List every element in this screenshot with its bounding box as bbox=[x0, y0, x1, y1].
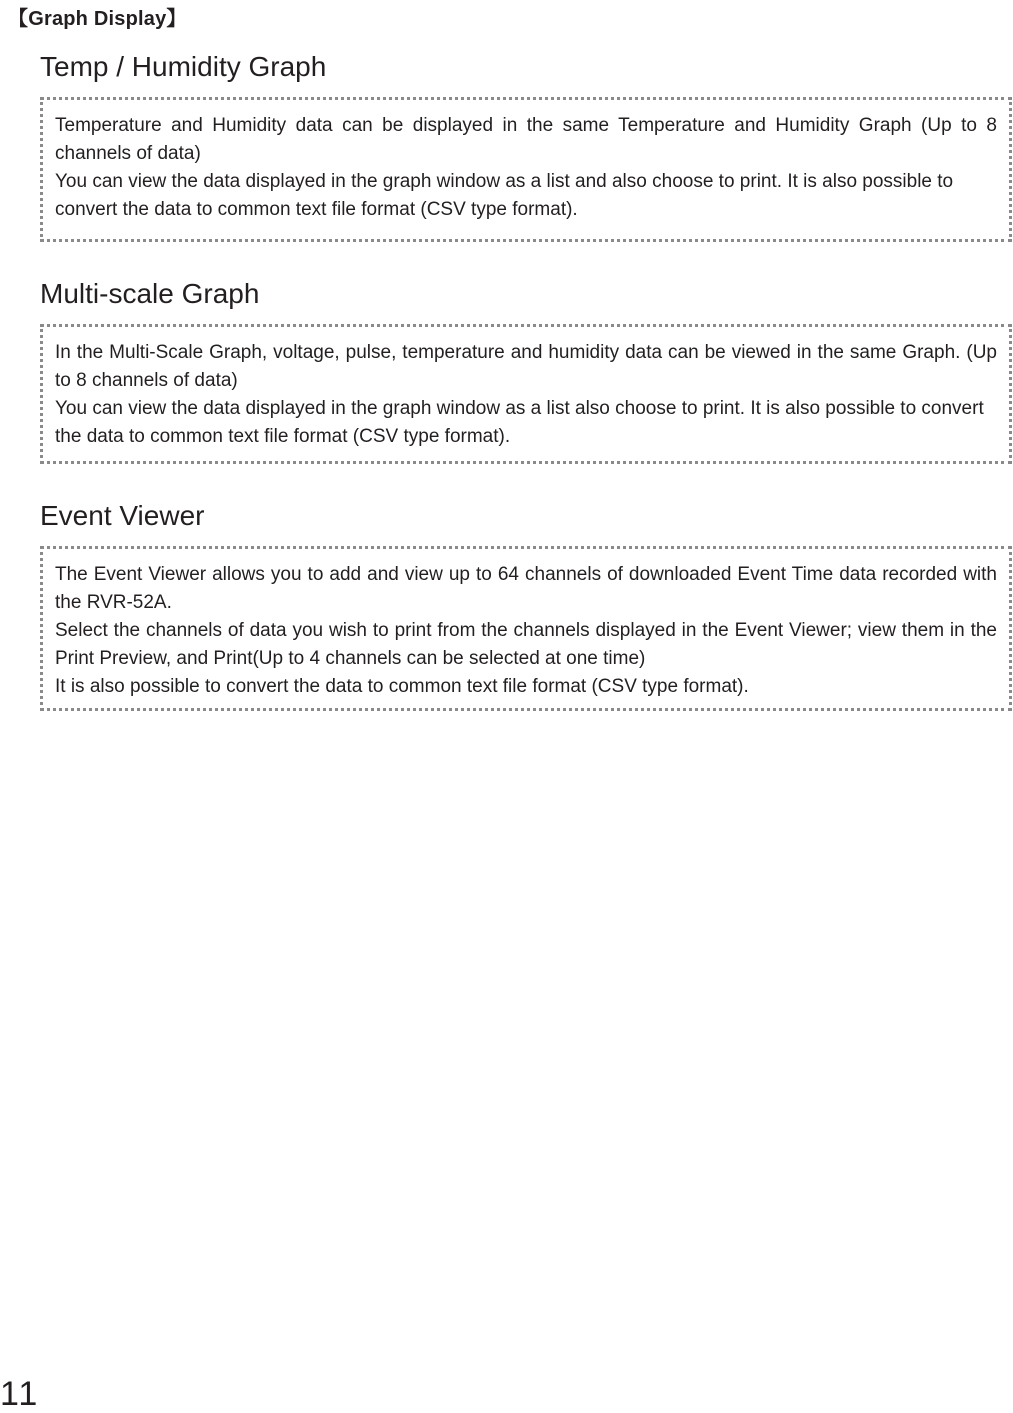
event-viewer-description-box bbox=[40, 546, 1012, 711]
section-title-event-viewer: Event Viewer bbox=[40, 500, 205, 531]
section-title-multi-scale: Multi-scale Graph bbox=[40, 278, 260, 309]
multi-scale-paragraph-2: You can view the data displayed in the graph window as a list also choose to print. It is also possible to convert the data to common text file format (CSV type format). bbox=[55, 398, 984, 447]
page-header: 【Graph Display】 bbox=[8, 8, 187, 30]
temp-humidity-description-box bbox=[40, 97, 1012, 242]
event-viewer-paragraph-1: The Event Viewer allows you to add and view up to 64 channels of downloaded Event Time data recorded with the RVR-52A. bbox=[55, 564, 997, 613]
page-number: 11 bbox=[0, 1375, 40, 1413]
multi-scale-description-box bbox=[40, 324, 1012, 464]
multi-scale-paragraph-1: In the Multi-Scale Graph, voltage, pulse, temperature and humidity data can be viewed in the same Graph. (Up to 8 channels of data) bbox=[55, 342, 997, 391]
temp-humidity-paragraph-2: You can view the data displayed in the graph window as a list and also choose to print. It is also possible to convert the data to common text file format (CSV type format). bbox=[55, 171, 954, 220]
event-viewer-paragraph-3: It is also possible to convert the data to common text file format (CSV type format). bbox=[55, 676, 749, 697]
section-title-temp-humidity: Temp / Humidity Graph bbox=[40, 51, 327, 82]
temp-humidity-paragraph-1: Temperature and Humidity data can be displayed in the same Temperature and Humidity Graph (Up to 8 channels of data) bbox=[55, 115, 997, 164]
event-viewer-paragraph-2: Select the channels of data you wish to print from the channels displayed in the Event Viewer; view them in the Print Preview, and Print(Up to 4 channels can be selected at one time) bbox=[55, 620, 997, 669]
